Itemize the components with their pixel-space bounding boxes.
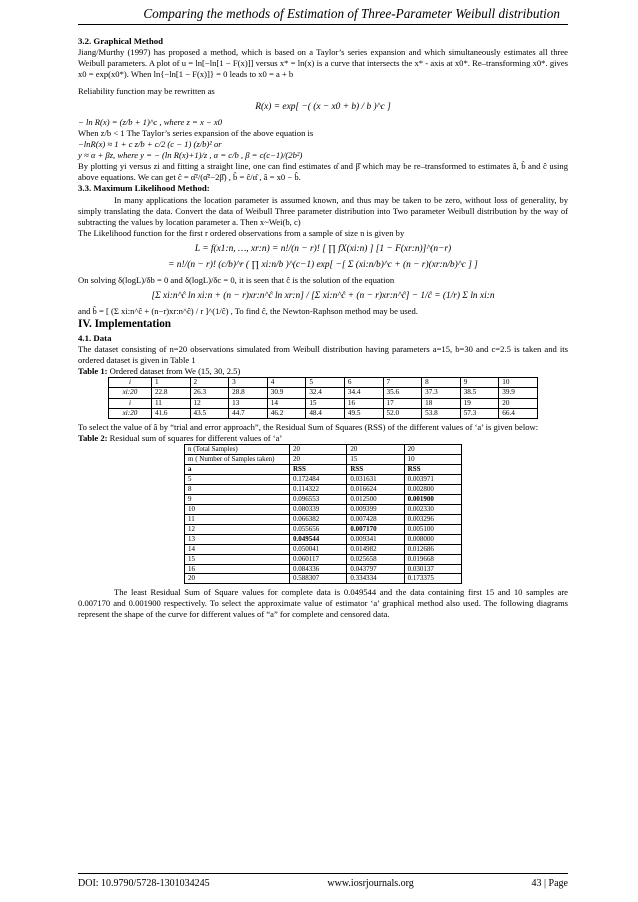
table-cell-a: 20 [185,574,290,584]
table-cell: 17 [383,398,422,408]
graphical-para-2: Reliability function may be rewritten as [78,86,215,97]
table-cell: 66.4 [499,408,538,418]
running-title: Comparing the methods of Estimation of Three-Parameter Weibull distribution [143,6,560,21]
table-cell-rss: 0.084336 [290,564,347,574]
main-content [78,32,568,620]
footer-page: 43 | Page [531,878,568,889]
footer [78,878,568,889]
table-cell-rss: 0.025658 [347,554,404,564]
table-cell-rss: 0.031631 [347,474,404,484]
table-cell-a: 9 [185,494,290,504]
table-cell: 30.9 [267,388,306,398]
table-header-cell: RSS [347,464,404,474]
table-header-cell: RSS [290,464,347,474]
table-cell: 43.5 [190,408,229,418]
table-cell: 49.5 [344,408,383,418]
table-cell: 13 [229,398,268,408]
table-cell-rss: 0.003971 [404,474,461,484]
table-row [185,544,462,554]
table-cell: 41.6 [151,408,190,418]
graphical-para-1: Jiang/Murthy (1997) has proposed a method, which is based on a Taylor’s series expansion and which simultaneously estimates all three Weibull parameters. A plot of u = ln[−ln[1 − F(x)]] versus x* = ln(x) is a curve that intersects the x* - axis at x0*. Re–transforming x0*. gives x0 = exp(x0*). When ln{−ln[1 − F(x)]} = 0 leads to x0 = a + b [78,47,568,80]
footer-rule [78,873,568,874]
header-rule [78,24,568,25]
table-cell: 22.8 [151,388,190,398]
table-cell-rss: 0.001900 [404,494,461,504]
on-solving-line: On solving δ(logL)/δb = 0 and δ(logL)/δc = 0, it is seen that ĉ is the solution of the equation [78,274,395,285]
table-cell-rss: 0.080339 [290,504,347,514]
table-cell-rss: 0.334334 [347,574,404,584]
table-row-label: i [109,398,152,408]
table-cell: 5 [306,378,345,388]
table-row [185,474,462,484]
table-cell: 4 [267,378,306,388]
graphical-para-3: By plotting yi versus zi and fitting a straight line, one can find estimates α̂ and β̂ which may be re–transformed to estimates â, b̂ and ĉ using above equations. We can get ĉ = α̂²/(α̂²−2β̂) , b̂ = ĉ/α̂ , â = x0 − b̂. [78,161,568,183]
table-cell: 8 [422,378,461,388]
table1-caption-label: Table 1: [78,366,108,377]
table-cell: 34.4 [344,388,383,398]
table-cell: 52.0 [383,408,422,418]
table-cell-rss: 0.009341 [347,534,404,544]
table-cell-rss: 0.014982 [347,544,404,554]
table-row [185,524,462,534]
table-cell-a: 5 [185,474,290,484]
mle-para-1: In many applications the location parameter is assumed known, and thus may be taken to be zero, without loss of generality, by simply translating the data. Convert the data of Weibull Three parameter distribution into Two parameter Weibull distribution by the way of subtracting the values by location parameter a. Then x~Wei(b, c) [78,194,568,227]
table-cell: 20 [499,398,538,408]
table-cell-rss: 0.002330 [404,504,461,514]
table-cell: 7 [383,378,422,388]
equation-likelihood-1: L = f(x1:n, …, xr:n) = n!/(n − r)! [ ∏ fX(xi:n) ] [1 − F(xr:n)]^(n−r) [194,243,452,254]
table-cell-rss: 0.005100 [404,524,461,534]
table-cell: n (Total Samples) [185,445,290,455]
table-cell: 37.3 [422,388,461,398]
footer-site: www.iosrjournals.org [327,878,414,889]
equation-reliability: R(x) = exp[ −( (x − x0 + b) / b )^c ] [255,102,391,113]
section-title-implementation: IV. Implementation [78,317,172,330]
table-cell: 35.6 [383,388,422,398]
table-cell-rss: 0.049544 [290,534,347,544]
table-cell: 6 [344,378,383,388]
table2-caption [78,433,568,444]
table2-caption-label: Table 2: [78,433,108,444]
equation-taylor: −lnR(x) ≈ 1 + c z/b + c/2 (c − 1) (z/b)² or [78,139,222,150]
table-cell-rss: 0.002800 [404,484,461,494]
rss-intro-para: To select the value of â by “trial and error approach”, the Residual Sum of Squares (RSS) of the different values of ‘a’ is given below: [78,422,539,433]
table-cell-rss: 0.012500 [347,494,404,504]
table-cell: 57.3 [460,408,499,418]
table-cell-a: 16 [185,564,290,574]
equation-lnR: − ln R(x) = (z/b + 1)^c , where z = x − x0 [78,117,222,128]
equation-likelihood-2: = n!/(n − r)! (c/b)^r ( ∏ xi:n/b )^(c−1) exp[ −[ Σ (xi:n/b)^c + (n − r)(xr:n/b)^c ] ] [168,259,478,270]
table-cell-rss: 0.114322 [290,484,347,494]
subsection-heading-data: 4.1. Data [78,332,112,343]
table-cell-a: 11 [185,514,290,524]
table-header-row [185,464,462,474]
table-row [109,388,538,398]
table-cell-rss: 0.007170 [347,524,404,534]
table-cell: 14 [267,398,306,408]
table-cell-rss: 0.012686 [404,544,461,554]
table-cell: 1 [151,378,190,388]
table-cell-rss: 0.173375 [404,574,461,584]
table-row [185,554,462,564]
table-cell-rss: 0.009399 [347,504,404,514]
table-cell-a: 8 [185,484,290,494]
table-ordered-dataset [108,377,538,419]
table-cell-rss: 0.096553 [290,494,347,504]
mle-para-2: The Likelihood function for the first r ordered observations from a sample of size n is given by [78,227,405,238]
table-cell: 38.5 [460,388,499,398]
when-line: When z/b < 1 The Taylor’s series expansion of the above equation is [78,128,314,139]
table-cell: 53.8 [422,408,461,418]
table-cell-rss: 0.019668 [404,554,461,564]
table-row [185,564,462,574]
table-row-label: xi:20 [109,388,152,398]
table-cell: 11 [151,398,190,408]
equation-linear: y ≈ α + βz, where y = − (ln R(x)+1)/z , α = c/b , β = c(c−1)/(2b²) [78,150,303,161]
table-cell: 46.2 [267,408,306,418]
section-heading-graphical: 3.2. Graphical Method [78,36,164,46]
table-rss [184,444,462,584]
table-cell: 26.3 [190,388,229,398]
table-cell: 10 [499,378,538,388]
table-cell-rss: 0.050041 [290,544,347,554]
table-cell: 18 [422,398,461,408]
table-row [185,504,462,514]
table-row [109,378,538,388]
table-cell-rss: 0.060117 [290,554,347,564]
conclusion-para: The least Residual Sum of Square values for complete data is 0.049544 and the data containing first 15 and 10 samples are 0.007170 and 0.001900 respectively. To select the approximate value of estimator ‘a’ graphical method also used. The following diagrams represent the shape of the curve for different values of “a” for complete and censored data. [78,587,568,620]
table-cell: 20 [347,445,404,455]
table-header-cell: a [185,464,290,474]
table-cell-rss: 0.588307 [290,574,347,584]
table-cell: 9 [460,378,499,388]
table-row [185,445,462,455]
table-cell: 19 [460,398,499,408]
table-cell-rss: 0.003296 [404,514,461,524]
table-cell-rss: 0.008000 [404,534,461,544]
table-row [185,534,462,544]
table-cell-rss: 0.030137 [404,564,461,574]
table-cell-rss: 0.043797 [347,564,404,574]
table-cell: 12 [190,398,229,408]
table-row [109,398,538,408]
table-cell: 39.9 [499,388,538,398]
table-row [185,494,462,504]
table-row-label: xi:20 [109,408,152,418]
table-cell-a: 12 [185,524,290,534]
table-cell: 28.8 [229,388,268,398]
table-cell: 48.4 [306,408,345,418]
table-cell: 20 [404,445,461,455]
table-cell-a: 10 [185,504,290,514]
table-cell: 32.4 [306,388,345,398]
equation-c-hat: [Σ xi:n^ĉ ln xi:n + (n − r)xr:n^ĉ ln xr:n] / [Σ xi:n^ĉ + (n − r)xr:n^ĉ] − 1/ĉ = (1/r) Σ ln xi:n [151,290,495,301]
table1-caption [78,366,568,377]
table-cell: 10 [404,455,461,465]
table-cell: 15 [347,455,404,465]
b-hat-line: and b̂ = [ (Σ xi:n^ĉ + (n−r)xr:n^ĉ) / r ]^(1/ĉ) , To find ĉ, the Newton-Raphson method may be used. [78,305,418,316]
table-cell: 16 [344,398,383,408]
section-heading-mle: 3.3. Maximum Likelihood Method: [78,183,210,194]
table-row [185,455,462,465]
table-cell-rss: 0.172484 [290,474,347,484]
table-row [185,514,462,524]
table-cell: 2 [190,378,229,388]
table-cell-rss: 0.016624 [347,484,404,494]
table-cell-rss: 0.066382 [290,514,347,524]
table-header-cell: RSS [404,464,461,474]
table-cell: 20 [290,445,347,455]
table-row [185,574,462,584]
footer-doi: DOI: 10.9790/5728-1301034245 [78,878,210,889]
table-cell-a: 13 [185,534,290,544]
table-cell: m ( Number of Samples taken) [185,455,290,465]
table-cell-a: 15 [185,554,290,564]
data-para: The dataset consisting of n=20 observations simulated from Weibull distribution having parameters a=15, b=30 and c=2.5 is taken and its ordered dataset is given in Table 1 [78,344,568,366]
table-cell-a: 14 [185,544,290,554]
table2-caption-text: Residual sum of squares for different values of ‘a’ [107,433,283,444]
table-cell: 15 [306,398,345,408]
table-row [185,484,462,494]
table-cell: 44.7 [229,408,268,418]
table-cell-rss: 0.055656 [290,524,347,534]
table-cell-rss: 0.007428 [347,514,404,524]
table-row-label: i [109,378,152,388]
table1-caption-text: Ordered dataset from We (15, 30, 2.5) [107,366,241,377]
table-cell: 20 [290,455,347,465]
table-cell: 3 [229,378,268,388]
table-row [109,408,538,418]
